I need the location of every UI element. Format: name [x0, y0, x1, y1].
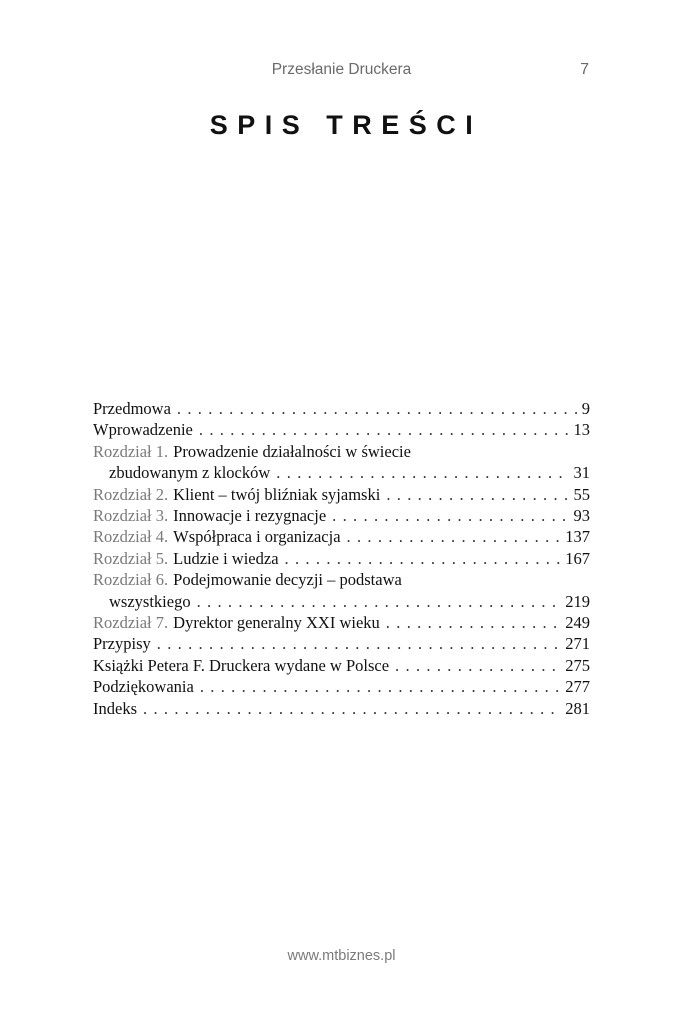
footer-url: www.mtbiznes.pl [287, 948, 396, 964]
toc-entry-title: Współpraca i organizacja [173, 527, 341, 547]
toc-heading: SPIS TREŚCI [209, 110, 483, 140]
table-of-contents [93, 398, 590, 719]
toc-entry-title-line1: Podejmowanie decyzji – podstawa [173, 570, 402, 590]
chapter-label: Rozdział 4. [93, 527, 169, 547]
toc-entry-page: 31 [573, 463, 590, 483]
toc-entry-chapter-3[interactable] [93, 505, 590, 526]
toc-entry-title: Indeks [93, 698, 137, 718]
page-number: 7 [580, 61, 589, 78]
dot-leader [157, 633, 562, 654]
toc-entry-chapter-2[interactable] [93, 484, 590, 505]
toc-entry-page: 167 [565, 548, 590, 568]
toc-entry-ksiazki[interactable] [93, 655, 590, 676]
toc-entry-page: 249 [565, 613, 590, 633]
toc-entry-page: 281 [565, 698, 590, 718]
toc-entry-chapter-7[interactable] [93, 612, 590, 633]
toc-entry-chapter-1[interactable] [93, 441, 590, 484]
dot-leader [177, 398, 578, 419]
toc-entry-page: 9 [581, 399, 590, 418]
toc-entry-chapter-4[interactable] [93, 526, 590, 547]
toc-entry-page: 93 [573, 506, 590, 526]
dot-leader [332, 505, 569, 526]
toc-entry-chapter-5[interactable] [93, 548, 590, 569]
toc-entry-page: 277 [565, 677, 590, 697]
chapter-label: Rozdział 1. [93, 441, 169, 461]
chapter-label: Rozdział 3. [93, 506, 169, 526]
toc-entry-page: 137 [565, 527, 590, 547]
toc-entry-title: Przedmowa [93, 399, 171, 418]
chapter-label: Rozdział 7. [93, 613, 169, 633]
dot-leader [199, 419, 570, 440]
toc-entry-page: 13 [573, 420, 590, 440]
toc-entry-title: Wprowadzenie [93, 420, 193, 440]
dot-leader [386, 484, 569, 505]
toc-entry-page: 219 [565, 591, 590, 611]
toc-entry-title: wszystkiego [109, 591, 191, 611]
toc-entry-title: Klient – twój bliźniak syjamski [173, 484, 381, 504]
chapter-label: Rozdział 5. [93, 548, 169, 568]
toc-entry-przedmowa[interactable] [93, 398, 590, 419]
dot-leader [200, 676, 561, 697]
toc-entry-page: 55 [573, 484, 590, 504]
dot-leader [347, 526, 562, 547]
toc-entry-wprowadzenie[interactable] [93, 419, 590, 440]
toc-entry-podziekowania[interactable] [93, 676, 590, 697]
dot-leader [143, 698, 561, 719]
toc-entry-title: Przypisy [93, 634, 151, 654]
toc-entry-page: 271 [565, 634, 590, 654]
toc-entry-page: 275 [565, 655, 590, 675]
toc-entry-chapter-6[interactable] [93, 569, 590, 612]
chapter-label: Rozdział 2. [93, 484, 169, 504]
toc-entry-title: Innowacje i rezygnacje [173, 506, 327, 526]
toc-entry-title-line1: Prowadzenie działalności w świecie [173, 441, 411, 461]
toc-entry-title: zbudowanym z klocków [109, 463, 271, 483]
dot-leader [197, 591, 562, 612]
dot-leader [285, 548, 562, 569]
toc-entry-title: Podziękowania [93, 677, 194, 697]
running-title: Przesłanie Druckera [271, 61, 412, 78]
toc-entry-title: Książki Petera F. Druckera wydane w Polsce [93, 655, 390, 675]
running-header [0, 61, 683, 83]
chapter-label: Rozdział 6. [93, 570, 169, 590]
toc-entry-przypisy[interactable] [93, 633, 590, 654]
toc-entry-title: Dyrektor generalny XXI wieku [173, 613, 380, 633]
dot-leader [386, 612, 561, 633]
toc-entry-indeks[interactable] [93, 698, 590, 719]
dot-leader [395, 655, 561, 676]
dot-leader [276, 462, 569, 483]
toc-entry-title: Ludzie i wiedza [173, 548, 279, 568]
